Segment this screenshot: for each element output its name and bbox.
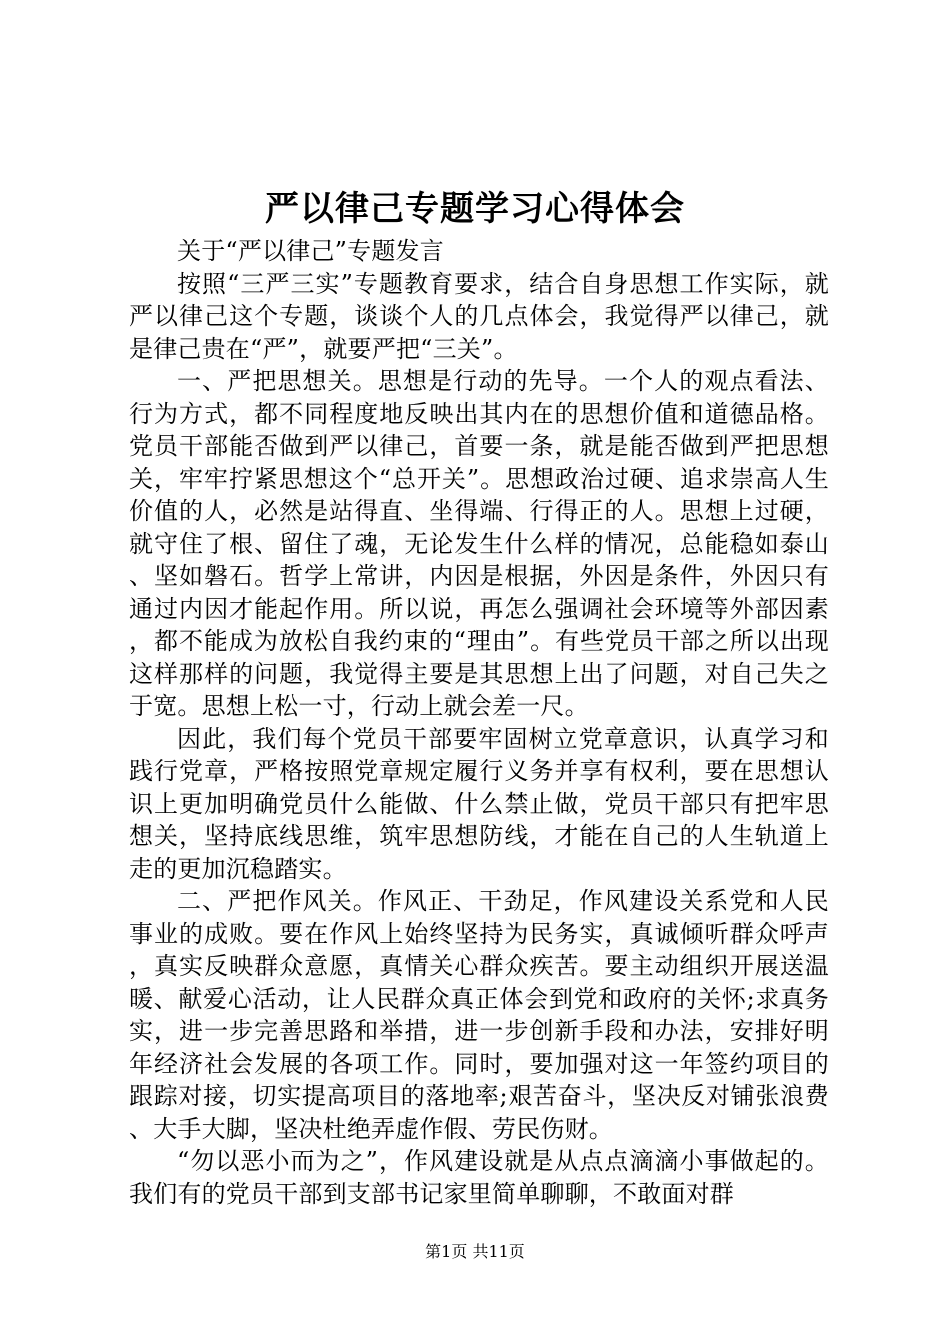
document-body bbox=[129, 235, 829, 1210]
work-style-paragraph: 二、严把作风关。作风正、干劲足，作风建设关系党和人民事业的成败。要在作风上始终坚持为民务实，真诚倾听群众呼声，真实反映群众意愿，真情关心群众疾苦。要主动组织开展送温暖、献爱心活动，让人民群众真正体会到党和政府的关怀;求真务实，进一步完善思路和举措，进一步创新手段和办法，安排好明年经济社会发展的各项工作。同时，要加强对这一年签约项目的跟踪对接，切实提高项目的落地率;艰苦奋斗，坚决反对铺张浪费、大手大脚，坚决杜绝弄虚作假、劳民伤财。 bbox=[129, 887, 829, 1143]
document-title: 严以律己专题学习心得体会 bbox=[265, 189, 685, 229]
page-footer: 第1页 共11页 bbox=[425, 1242, 525, 1261]
small-matters-paragraph: “勿以恶小而为之”，作风建设就是从点点滴滴小事做起的。我们有的党员干部到支部书记家里简单聊聊，不敢面对群 bbox=[129, 1147, 829, 1208]
subtitle-paragraph: 关于“严以律己”专题发言 bbox=[177, 237, 444, 265]
intro-paragraph: 按照“三严三实”专题教育要求，结合自身思想工作实际，就严以律己这个专题，谈谈个人的几点体会，我觉得严以律己，就是律己贵在“严”，就要严把“三关”。 bbox=[129, 269, 829, 363]
party-charter-paragraph: 因此，我们每个党员干部要牢固树立党章意识，认真学习和践行党章，严格按照党章规定履行义务并享有权利，要在思想认识上更加明确党员什么能做、什么禁止做，党员干部只有把牢思想关，坚持底线思维，筑牢思想防线，才能在自己的人生轨道上走的更加沉稳踏实。 bbox=[129, 724, 829, 883]
ideology-paragraph: 一、严把思想关。思想是行动的先导。一个人的观点看法、行为方式，都不同程度地反映出其内在的思想价值和道德品格。党员干部能否做到严以律己，首要一条，就是能否做到严把思想关，牢牢拧紧思想这个“总开关”。思想政治过硬、追求崇高人生价值的人，必然是站得直、坐得端、行得正的人。思想上过硬，就守住了根、留住了魂，无论发生什么样的情况，总能稳如泰山、坚如磐石。哲学上常讲，内因是根据，外因是条件，外因只有通过内因才能起作用。所以说，再怎么强调社会环境等外部因素，都不能成为放松自我约束的“理由”。有些党员干部之所以出现这样那样的问题，我觉得主要是其思想上出了问题，对自己失之于宽。思想上松一寸，行动上就会差一尺。 bbox=[129, 367, 829, 720]
